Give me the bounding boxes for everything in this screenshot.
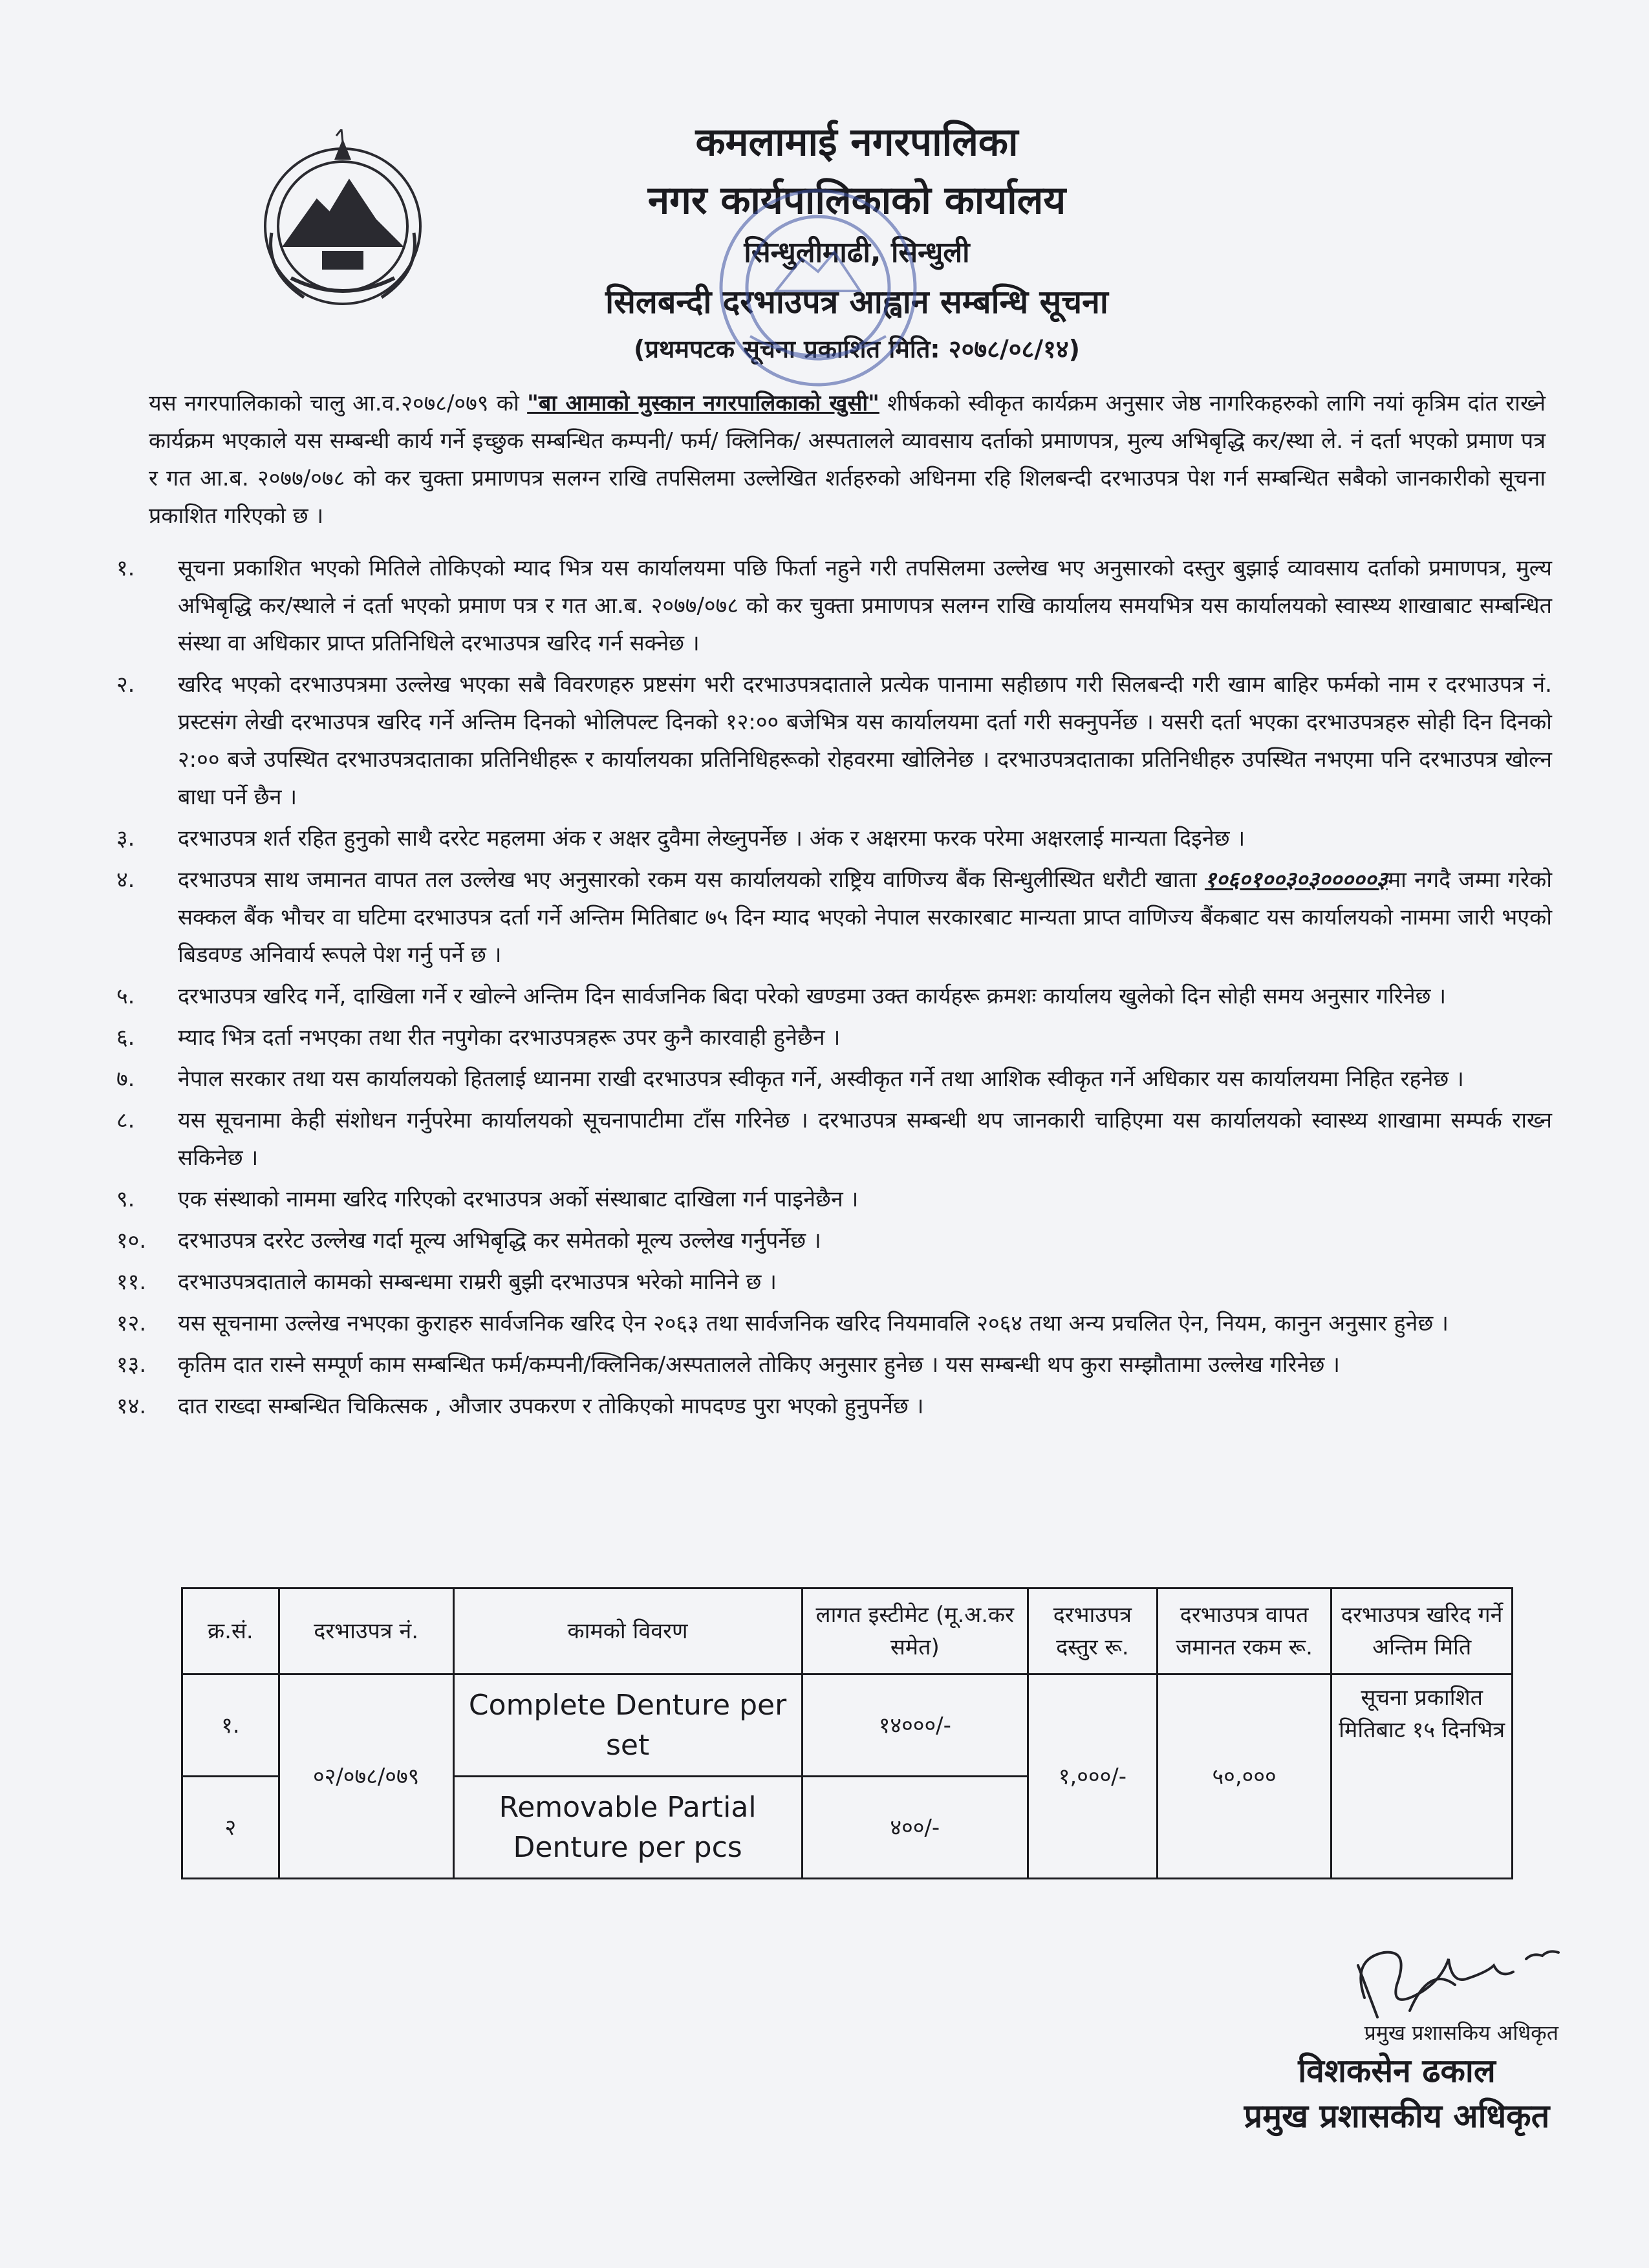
- condition-item: [116, 861, 1552, 974]
- cell-deadline: सूचना प्रकाशित मितिबाट १५ दिनभित्र: [1331, 1674, 1513, 1879]
- condition-text: [178, 861, 1552, 974]
- condition-text: म्याद भित्र दर्ता नभएका तथा रीत नपुगेका दरभाउपत्रहरू उपर कुनै कारवाही हुनेछैन ।: [178, 1025, 841, 1051]
- office-seal-stamp-icon: [711, 181, 925, 394]
- signatory-name: विशकसेन ढकाल: [1298, 2052, 1496, 2090]
- signatory-block: [1216, 2017, 1578, 2139]
- signatory-role-small: प्रमुख प्रशासकिय अधिकृत: [1364, 2020, 1558, 2045]
- condition-number: १.: [116, 555, 135, 581]
- notice-title: सिलबन्दी दरभाउपत्र आह्वान सम्बन्धि सूचना: [605, 283, 1108, 321]
- cell-deposit: ५०,०००: [1157, 1674, 1331, 1879]
- condition-number: १०.: [116, 1228, 147, 1254]
- condition-number: ८.: [116, 1107, 135, 1133]
- header-tender-no: दरभाउपत्र नं.: [279, 1589, 453, 1674]
- header-deposit: दरभाउपत्र वापत जमानत रकम रू.: [1157, 1589, 1331, 1674]
- condition-number: ३.: [116, 826, 135, 851]
- condition-text: एक संस्थाको नाममा खरिद गरिएको दरभाउपत्र अर्को संस्थाबाट दाखिला गर्न पाइनेछैन ।: [178, 1186, 859, 1212]
- condition-text: सूचना प्रकाशित भएको मितिले तोकिएको म्याद भित्र यस कार्यालयमा पछि फिर्ता नहुने गरी तपसिलमा उल्लेख भए अनुसारको दस्तुर बुझाई व्यावसाय दर्ताको प्रमाणपत्र, मुल्य अभिबृद्धि कर/स्थाले नं दर्ता भएको प्रमाण पत्र र गत आ.ब. २०७७/०७८ को कर चुक्ता प्रमाणपत्र सलग्न राखि कार्यालय समयभित्र यस कार्यालयको स्वास्थ्य शाखाबाट सम्बन्धित संस्था वा अधिकार प्राप्त प्रतिनिधिले दरभाउपत्र खरिद गर्न सक्नेछ ।: [178, 555, 1552, 656]
- condition-item: [116, 1263, 1552, 1301]
- condition-text: कृतिम दात रास्ने सम्पूर्ण काम सम्बन्धित फर्म/कम्पनी/क्लिनिक/अस्पतालले तोकिए अनुसार हुनेछ । यस सम्बन्धी थप कुरा सम्झौतामा उल्लेख गरिनेछ ।: [178, 1352, 1340, 1378]
- condition-number: ११.: [116, 1269, 147, 1295]
- program-title: "बा आमाको मुस्कान नगरपालिकाको खुसी": [527, 390, 879, 416]
- condition-number: १२.: [116, 1311, 147, 1336]
- table-header-row: [182, 1589, 1513, 1674]
- condition-item: [116, 1387, 1552, 1425]
- cell-serial: १.: [182, 1674, 279, 1777]
- tender-table: [181, 1587, 1513, 1879]
- intro-before: यस नगरपालिकाको चालु आ.व.२०७८/०७९ को: [149, 390, 519, 416]
- condition-item: [116, 1346, 1552, 1384]
- condition-text: यस सूचनामा उल्लेख नभएका कुराहरु सार्वजनिक खरिद ऐन २०६३ तथा सार्वजनिक खरिद नियमावलि २०६४ तथा अन्य प्रचलित ऐन, नियम, कानुन अनुसार हुनेछ ।: [178, 1311, 1449, 1336]
- cell-estimate: १४०००/-: [802, 1674, 1028, 1777]
- condition-number: ६.: [116, 1025, 135, 1051]
- condition-number: ९.: [116, 1186, 135, 1212]
- condition-number: २.: [116, 672, 135, 698]
- intro-after: शीर्षकको स्वीकृत कार्यक्रम अनुसार जेष्ठ नागरिकहरुको लागि नयां कृत्रिम दांत राख्ने कार्यक्रम भएकाले यस सम्बन्धी कार्य गर्ने इच्छुक सम्बन्धित कम्पनी/ फर्म/ क्लिनिक/ अस्पतालले व्यावसाय दर्ताको प्रमाणपत्र, मुल्य अभिबृद्धि कर/स्था ले. नं दर्ता भएको प्रमाण पत्र र गत आ.ब. २०७७/०७८ को कर चुक्ता प्रमाणपत्र सलग्न राखि तपसिलमा उल्लेखित शर्तहरुको अधिनमा रहि शिलबन्दी दरभाउपत्र पेश गर्न सम्बन्धित सबैको जानकारीको सूचना प्रकाशित गरिएको छ ।: [149, 390, 1546, 529]
- cell-estimate: ४००/-: [802, 1777, 1028, 1879]
- condition-text: दरभाउपत्रदाताले कामको सम्बन्धमा राम्ररी बुझी दरभाउपत्र भरेको मानिने छ ।: [178, 1269, 777, 1295]
- condition-number: ५.: [116, 983, 135, 1009]
- header-fee: दरभाउपत्र दस्तुर रू.: [1028, 1589, 1157, 1674]
- condition-item: [116, 820, 1552, 857]
- condition-text-after: मा नगदै जम्मा गरेको सक्कल बैंक भौचर वा घटिमा दरभाउपत्र दर्ता गर्ने अन्तिम मितिबाट ७५ दिन म्याद भएको नेपाल सरकारबाट मान्यता प्राप्त वाणिज्य बैंकबाट यस कार्यालयको नाममा जारी भएको बिडवण्ड अनिवार्य रूपले पेश गर्नु पर्ने छ ।: [178, 867, 1553, 968]
- conditions-list: [116, 550, 1552, 1429]
- condition-item: [116, 1305, 1552, 1342]
- cell-fee: १,०००/-: [1028, 1674, 1157, 1879]
- signatory-role: प्रमुख प्रशासकीय अधिकृत: [1244, 2097, 1550, 2135]
- header-description: कामको विवरण: [453, 1589, 802, 1674]
- condition-text: नेपाल सरकार तथा यस कार्यालयको हितलाई ध्यानमा राखी दरभाउपत्र स्वीकृत गर्ने, अस्वीकृत गर्ने तथा आशिक स्वीकृत गर्ने अधिकार यस कार्यालयमा निहित रहनेछ ।: [178, 1066, 1464, 1092]
- condition-item: [116, 1181, 1552, 1218]
- condition-item: [116, 1222, 1552, 1259]
- deposit-account-number: १०६०१००३०३०००००३: [1204, 867, 1388, 893]
- office-name: नगर कार्यपालिकाको कार्यालय: [647, 178, 1066, 223]
- condition-text: दरभाउपत्र शर्त रहित हुनुको साथै दररेट महलमा अंक र अक्षर दुवैमा लेख्नुपर्नेछ । अंक र अक्षरमा फरक परेमा अक्षरलाई मान्यता दिइनेछ ।: [178, 826, 1245, 851]
- header-deadline: दरभाउपत्र खरिद गर्ने अन्तिम मिति: [1331, 1589, 1513, 1674]
- condition-text: दरभाउपत्र खरिद गर्ने, दाखिला गर्ने र खोल्ने अन्तिम दिन सार्वजनिक बिदा परेको खण्डमा उक्त कार्यहरू क्रमशः कार्यालय खुलेको दिन सोही समय अनुसार गरिनेछ ।: [178, 983, 1447, 1009]
- intro-paragraph: [149, 385, 1546, 535]
- header-serial: क्र.सं.: [182, 1589, 279, 1674]
- condition-item: [116, 1019, 1552, 1056]
- condition-text: खरिद भएको दरभाउपत्रमा उल्लेख भएका सबै विवरणहरु प्रष्टसंग भरी दरभाउपत्रदाताले प्रत्येक पानामा सहीछाप गरी सिलबन्दी गरी खाम बाहिर फर्मको नाम र दरभाउपत्र नं. प्रस्टसंग लेखी दरभाउपत्र खरिद गर्ने अन्तिम दिनको भोलिपल्ट दिनको १२:०० बजेभित्र यस कार्यालयमा दर्ता गरी सक्नुपर्नेछ । यसरी दर्ता भएका दरभाउपत्रहरु सोही दिन दिनको २:०० बजे उपस्थित दरभाउपत्रदाताका प्रतिनिधीहरू र कार्यालयका प्रतिनिधिहरूको रोहवरमा खोलिनेछ । दरभाउपत्रदाताका प्रतिनिधीहरु उपस्थित नभएमा पनि दरभाउपत्र खोल्न बाधा पर्ने छैन ।: [178, 672, 1552, 810]
- condition-item: [116, 978, 1552, 1015]
- condition-number: १३.: [116, 1352, 147, 1378]
- cell-tender-no: ०२/०७८/०७९: [279, 1674, 453, 1879]
- condition-text: यस सूचनामा केही संशोधन गर्नुपरेमा कार्यालयको सूचनापाटीमा टाँस गरिनेछ । दरभाउपत्र सम्बन्धी थप जानकारी चाहिएमा यस कार्यालयको स्वास्थ्य शाखामा सम्पर्क राख्न सकिनेछ ।: [178, 1107, 1552, 1171]
- condition-number: १४.: [116, 1393, 147, 1419]
- cell-serial: २: [182, 1777, 279, 1879]
- condition-item: [116, 666, 1552, 816]
- header-estimate: लागत इस्टीमेट (मू.अ.कर समेत): [802, 1589, 1028, 1674]
- condition-item: [116, 550, 1552, 662]
- condition-text-before: दरभाउपत्र साथ जमानत वापत तल उल्लेख भए अनुसारको रकम यस कार्यालयको राष्ट्रिय वाणिज्य बैंक सिन्धुलीस्थित धरौटी खाता: [178, 867, 1197, 893]
- condition-text: दरभाउपत्र दररेट उल्लेख गर्दा मूल्य अभिबृद्धि कर समेतको मूल्य उल्लेख गर्नुपर्नेछ ।: [178, 1228, 821, 1254]
- condition-item: [116, 1102, 1552, 1177]
- first-publish-date: (प्रथमपटक सूचना प्रकाशित मिति: २०७८/०८/१४): [633, 335, 1081, 363]
- condition-number: ४.: [116, 867, 135, 893]
- cell-description: Complete Denture per set: [453, 1674, 802, 1777]
- table-row: [182, 1674, 1513, 1777]
- municipality-name: कमलामाई नगरपालिका: [695, 120, 1018, 165]
- condition-item: [116, 1060, 1552, 1098]
- nepal-government-emblem-icon: [246, 129, 440, 317]
- cell-description: Removable Partial Denture per pcs: [453, 1777, 802, 1879]
- handwritten-signature-icon: [1339, 1920, 1571, 2030]
- condition-number: ७.: [116, 1066, 135, 1092]
- office-address: सिन्धुलीमाढी, सिन्धुली: [744, 236, 970, 269]
- condition-text: दात राख्दा सम्बन्धित चिकित्सक , औजार उपकरण र तोकिएको मापदण्ड पुरा भएको हुनुपर्नेछ ।: [178, 1393, 924, 1419]
